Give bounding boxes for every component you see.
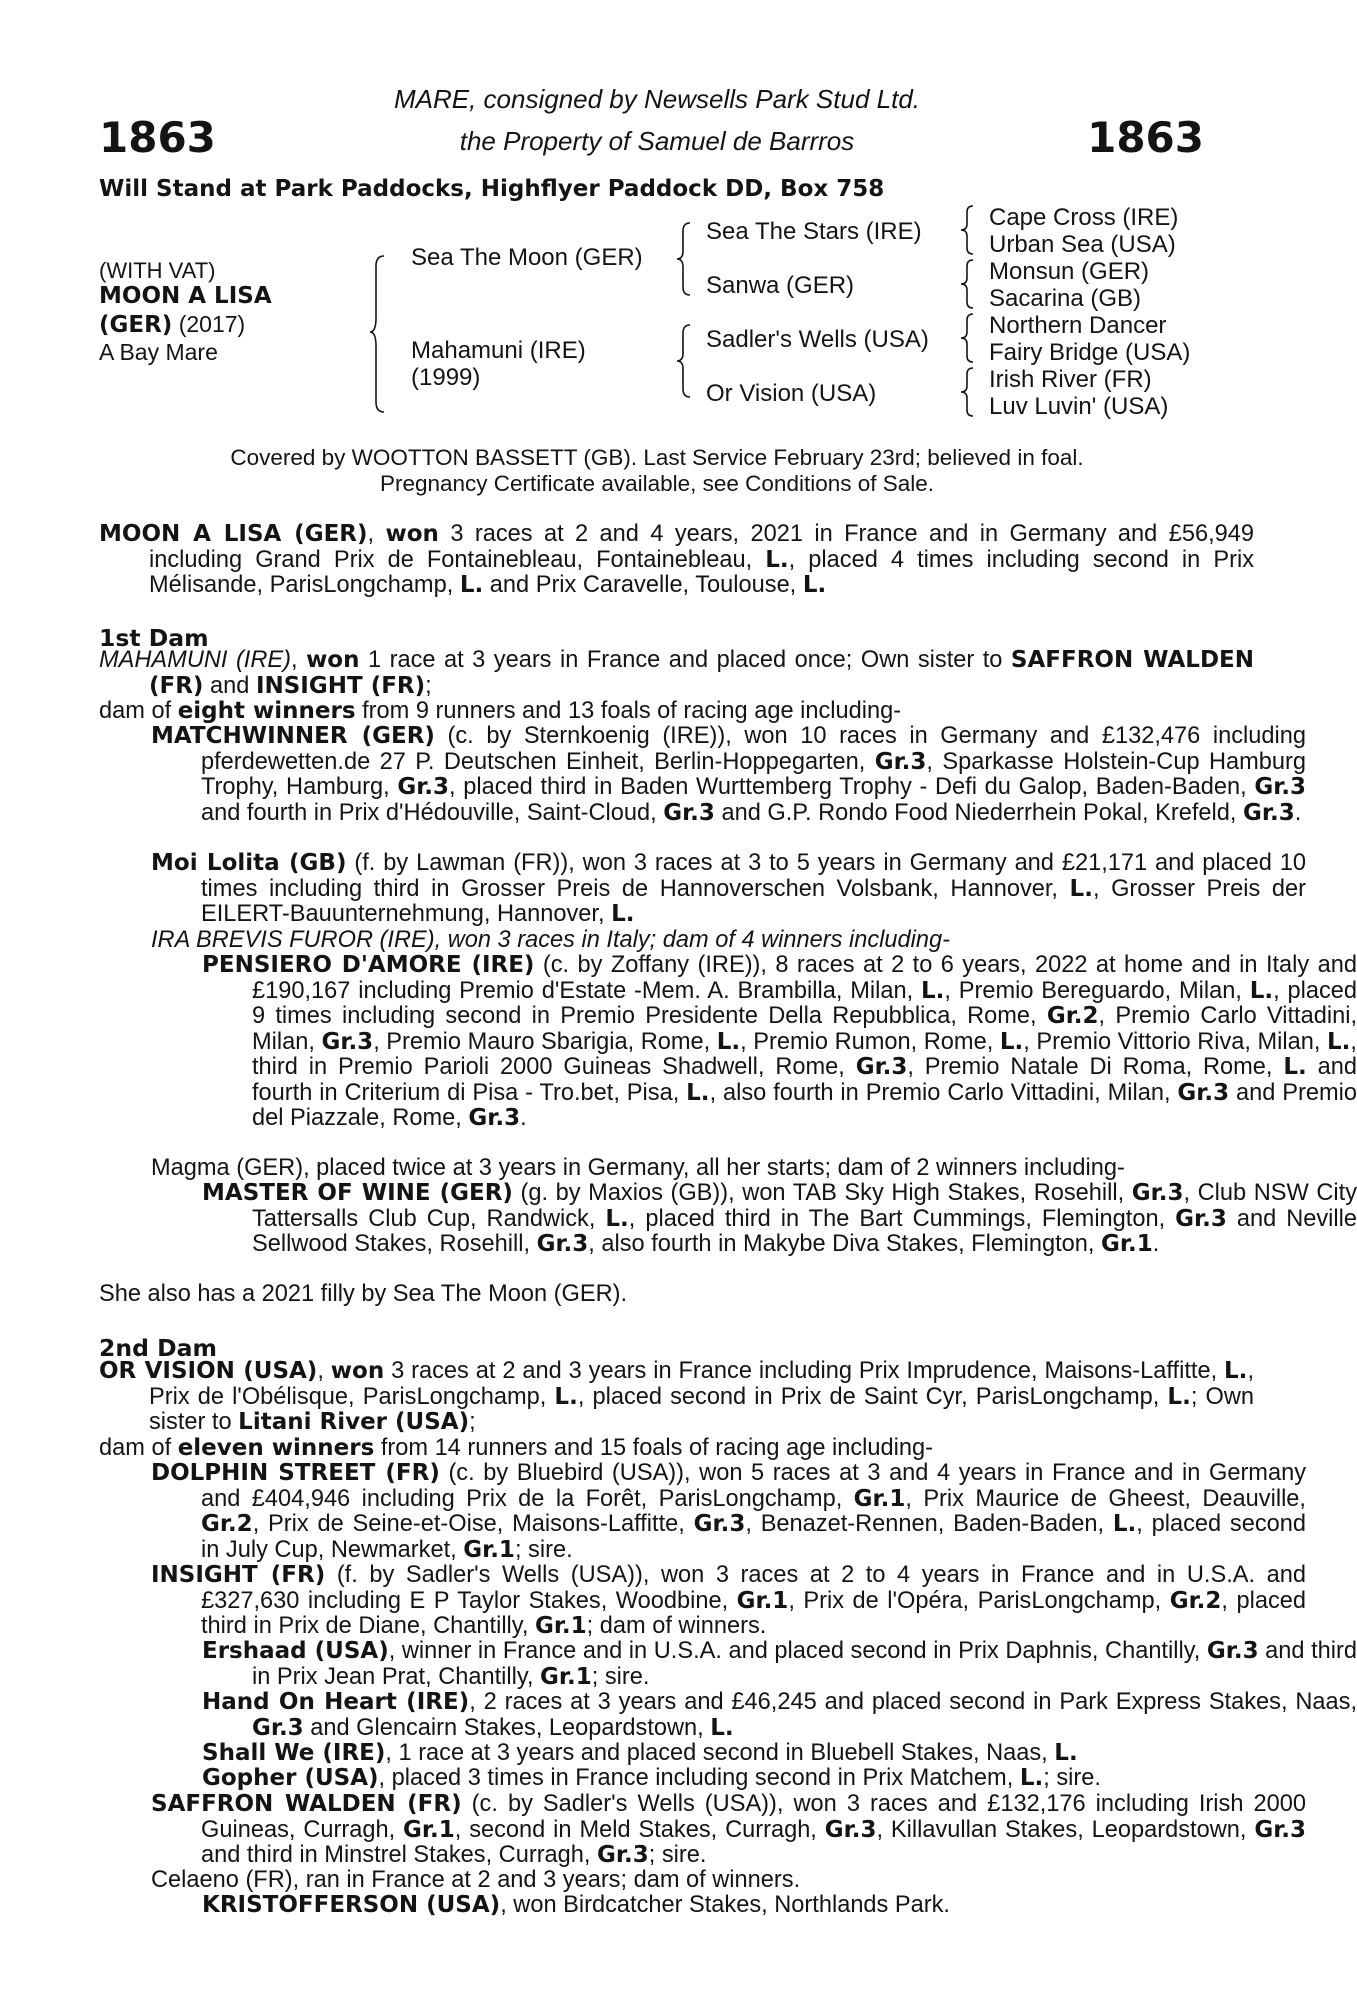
consignor-line-1: MARE, consigned by Newsells Park Stud Ltd. [393,84,921,114]
pedigree-g2: Urban Sea (USA) [989,231,1176,258]
bold-text-run: L. [459,572,484,598]
second-dam-produce-summary [99,1436,1204,1462]
bold-text-run: Gr.1 [1101,1231,1153,1257]
text-run: ; Own sister to [149,1383,1254,1435]
pedigree-brace-g4 [960,366,976,418]
progeny-ershaad [99,1639,1357,1690]
text-run: , Prix de l'Obélisque, ParisLongchamp, [149,1358,1254,1410]
text-run: and third in Prix Jean Prat, Chantilly, [252,1638,1357,1690]
text-run: and Prix Caravelle, Toulouse, [483,572,803,598]
text-run: and [203,672,256,699]
horse-year: (2017) [172,311,246,337]
text-run: , placed 9 times including second in Premio Presidente Della Repubblica, Rome, [252,977,1357,1029]
horse-country: (GER) [99,312,173,338]
progeny-hand-on-heart [99,1690,1357,1741]
text-run: , Killavullan Stakes, Leopardstown, [876,1816,1255,1843]
bold-text-run: Shall We (IRE) [202,1740,386,1766]
pedigree-brace-dam-line [676,323,694,401]
bold-text-run: Gr.3 [1131,1180,1184,1206]
bold-text-run: Gr.3 [1175,1205,1227,1232]
pedigree-g3: Monsun (GER) [989,258,1150,285]
text-run: , winner in France and in U.S.A. and placed second in Prix Daphnis, Chantilly, [388,1638,1207,1664]
bold-text-run: won [330,1358,385,1384]
bold-text-run: L. [765,546,789,573]
text-run: , second in Meld Stakes, Curragh, [454,1816,825,1843]
bold-text-run: Gr.2 [1169,1587,1222,1614]
progeny-celaeno: Celaeno (FR), ran in France at 2 and 3 years; dam of winners. [151,1867,801,1893]
pedigree-g1: Cape Cross (IRE) [989,204,1179,231]
text-run: from 9 runners and 13 foals of racing age including- [355,698,902,724]
pedigree-sire-sire: Sea The Stars (IRE) [706,218,922,245]
bold-text-run: Gr.1 [736,1587,789,1614]
italic-text-run: IRA BREVIS FUROR (IRE) [151,927,435,953]
text-run: and third in Minstrel Stakes, Curragh, [201,1842,598,1868]
text-run: ; sire. [591,1663,650,1690]
italic-text-run: , won 3 races in Italy; dam of 4 winners including- [434,927,950,953]
bold-text-run: L. [999,1028,1024,1055]
pedigree-g4: Sacarina (GB) [989,285,1142,312]
vat-note: (WITH VAT) [99,258,216,283]
first-dam-produce-summary [99,699,1204,725]
horse-record-name: MOON A LISA (GER) [99,521,368,547]
text-run: . [1152,1231,1160,1257]
bold-text-run: KRISTOFFERSON (USA) [202,1892,501,1918]
text-run: 3 races at 2 and 4 years, 2021 in France and in Germany and £56,949 including Grand Prix de Fontainebleau, Fontainebleau, [149,521,1254,573]
text-run: , Prix de Seine-et-Oise, Maisons-Laffitte, [252,1511,694,1537]
bold-text-run: INSIGHT (FR) [255,672,426,699]
text-run: , placed second in July Cup, Newmarket, [201,1511,1306,1563]
text-run: , placed 4 times including second in Prix Mélisande, ParisLongchamp, [149,546,1254,598]
text-run: dam of [99,1435,178,1461]
text-run: , [291,647,307,673]
bold-text-run: Gr.3 [1243,799,1295,826]
bold-text-run: L. [1327,1028,1351,1055]
first-dam-name: MAHAMUNI (IRE) [99,647,291,673]
progeny-pensiero-damore [99,953,1357,1132]
bold-text-run: Moi Lolita (GB) [151,850,347,876]
text-run: , won Birdcatcher Stakes, Northlands Park. [500,1892,950,1918]
text-run: and Premio del Piazzale, Rome, [252,1079,1357,1131]
bold-text-run: won [306,647,360,673]
bold-text-run: L. [1069,875,1093,902]
horse-country-year [99,311,245,338]
text-run: and fourth in Prix d'Hédouville, Saint-Cloud, [201,799,664,826]
pedigree-dam-sire: Sadler's Wells (USA) [706,326,929,353]
pedigree-sire: Sea The Moon (GER) [411,244,643,271]
bold-text-run: L. [1019,1765,1044,1791]
text-run: dam of [99,698,178,724]
bold-text-run: eleven winners [177,1435,375,1461]
progeny-moi-lolita [99,851,1306,928]
bold-text-run: Ershaad (USA) [202,1638,389,1664]
text-run: (f. by Lawman (FR)), won 3 races at 3 to 5 years in Germany and £21,171 and placed 10 times including third in Grosser Preis de Hannoverschen Volsbank, Hannover, [201,850,1306,902]
text-run: , also fourth in Makybe Diva Stakes, Flemington, [588,1231,1102,1257]
progeny-shall-we [99,1741,1357,1767]
bold-text-run: MASTER OF WINE (GER) [202,1180,513,1206]
bold-text-run: L. [1249,977,1274,1004]
bold-text-run: Gr.3 [397,774,450,800]
bold-text-run: Gr.3 [536,1231,589,1257]
text-run: and Neville Sellwood Stakes, Rosehill, [252,1205,1357,1257]
bold-text-run: SAFFRON WALDEN (FR) [151,1791,462,1817]
bold-text-run: L. [1283,1054,1307,1080]
text-run: , also fourth in Premio Carlo Vittadini, Milan, [709,1079,1178,1106]
text-run: , Premio Rumon, Rome, [740,1028,1000,1055]
pedigree-g8: Luv Luvin' (USA) [989,393,1169,420]
text-run: and Glencairn Stakes, Leopardstown, [303,1714,711,1741]
first-dam-filly-note: She also has a 2021 filly by Sea The Moon (GER). [99,1281,628,1307]
text-run: , placed second in Prix de Saint Cyr, ParisLongchamp, [577,1383,1168,1410]
text-run: , [367,521,386,547]
bold-text-run: Gr.3 [874,748,927,775]
bold-text-run: eight winners [177,698,356,724]
text-run: , third in Premio Parioli 2000 Guineas Shadwell, Rome, [252,1028,1357,1080]
second-dam-record [99,1359,1254,1436]
bold-text-run: Gr.3 [693,1511,746,1537]
text-run: and G.P. Rondo Food Niederrhein Pokal, Krefeld, [714,799,1244,826]
covered-line-2: Pregnancy Certificate available, see Conditions of Sale. [379,471,935,496]
bold-text-run: INSIGHT (FR) [151,1562,326,1588]
stand-location: Will Stand at Park Paddocks, Highflyer Paddock DD, Box 758 [99,176,885,202]
progeny-matchwinner [99,724,1306,826]
consignor-line-2: the Property of Samuel de Barrros [459,126,855,156]
text-run: (f. by Sadler's Wells (USA)), won 3 races at 2 to 4 years in France and in U.S.A. and £327,630 including E P Taylor Stakes, Woodbine, [201,1562,1306,1614]
pedigree-dam-dam: Or Vision (USA) [706,380,877,407]
bold-text-run: Gr.1 [853,1485,906,1512]
bold-text-run: MATCHWINNER (GER) [151,723,435,749]
bold-text-run: Litani River (USA) [238,1409,470,1435]
text-run: . [1294,799,1302,826]
text-run: , Premio Natale Di Roma, Rome, [907,1054,1284,1080]
text-run: , placed third in Prix de Diane, Chantilly, [201,1587,1306,1639]
text-run: ; [469,1409,476,1435]
horse-name: MOON A LISA [99,283,272,309]
bold-text-run: L. [920,977,945,1004]
text-run: , Benazet-Rennen, Baden-Baden, [745,1511,1113,1537]
pedigree-brace-g1 [960,204,976,256]
bold-text-run: L. [1167,1383,1191,1410]
bold-text-run: Gr.1 [403,1816,455,1843]
text-run: , Prix de l'Opéra, ParisLongchamp, [788,1587,1170,1614]
bold-text-run: Gr.3 [1206,1638,1259,1664]
text-run: and fourth in Criterium di Pisa - Tro.bet, Pisa, [252,1054,1357,1106]
text-run: , placed third in Baden Wurttemberg Trophy - Defi du Galop, Baden-Baden, [449,774,1255,800]
bold-text-run: Gr.3 [252,1714,304,1741]
first-dam-record [99,648,1254,699]
text-run: (g. by Maxios (GB)), won TAB Sky High Stakes, Rosehill, [512,1180,1132,1206]
pedigree-brace-sire-line [676,221,694,299]
text-run: ; dam of winners. [586,1613,767,1639]
text-run: , Premio Vittorio Riva, Milan, [1023,1028,1328,1055]
bold-text-run: Gr.1 [463,1536,515,1563]
text-run: ; [425,672,432,699]
text-run: from 14 runners and 15 foals of racing age including- [374,1435,933,1461]
bold-text-run: PENSIERO D'AMORE (IRE) [202,952,535,978]
text-run: , Sparkasse Holstein-Cup Hamburg Trophy, Hamburg, [201,748,1307,800]
progeny-saffron-walden [99,1792,1306,1869]
text-run: (c. by Zoffany (IRE)), 8 races at 2 to 6 years, 2022 at home and in Italy and £190,167 including Premio d'Estate -Mem. A. Brambilla, Milan, [252,952,1357,1004]
bold-text-run: SAFFRON WALDEN (FR) [149,647,1254,699]
pedigree-sire-dam: Sanwa (GER) [706,272,855,299]
horse-record [99,522,1254,599]
bold-text-run: OR VISION (USA) [99,1358,318,1384]
bold-text-run: Gr.1 [534,1613,587,1639]
bold-text-run: Gr.3 [1254,1816,1307,1843]
text-run: , Premio Carlo Vittadini, Milan, [252,1003,1357,1055]
bold-text-run: Gopher (USA) [202,1765,379,1791]
bold-text-run: L. [554,1383,578,1410]
pedigree-dam: Mahamuni (IRE) [411,337,586,364]
text-run: , [317,1358,331,1384]
text-run: (c. by Sternkoenig (IRE)), won 10 races in Germany and £132,476 including pferdewetten.de 27 P. Deutschen Einheit, Berlin-Hoppegarten, [201,723,1306,775]
text-run: , placed 3 times in France including second in Prix Matchem, [378,1765,1020,1791]
pedigree-brace-g2 [960,258,976,310]
progeny-magma: Magma (GER), placed twice at 3 years in Germany, all her starts; dam of 2 winners including- [151,1155,1125,1181]
pedigree-g5: Northern Dancer [989,312,1167,339]
bold-text-run: Gr.3 [597,1842,649,1868]
lot-number-right: 1863 [1087,113,1204,162]
lot-number-left: 1863 [99,113,216,162]
text-run: , 2 races at 3 years and £46,245 and placed second in Park Express Stakes, Naas, [469,1689,1357,1715]
section-1st-dam: 1st Dam [99,624,209,652]
text-run: ; sire. [514,1536,573,1563]
progeny-insight [99,1563,1306,1640]
bold-text-run: Gr.3 [663,799,715,826]
bold-text-run: Gr.3 [1177,1079,1230,1106]
progeny-dolphin-street [99,1461,1306,1563]
won-label: won [385,521,439,547]
bold-text-run: L. [716,1028,741,1055]
text-run: (c. by Sadler's Wells (USA)), won 3 races and £132,176 including Irish 2000 Guineas, Curragh, [201,1791,1306,1843]
bold-text-run: L. [1224,1358,1248,1384]
text-run: ; sire. [1043,1765,1101,1791]
text-run: . [520,1105,527,1131]
bold-text-run: L. [605,1205,629,1232]
bold-text-run: L. [611,901,635,927]
bold-text-run: Gr.3 [824,1816,877,1843]
text-run: 1 race at 3 years in France and placed once; Own sister to [359,647,1011,673]
text-run: , Premio Mauro Sbarigia, Rome, [373,1028,717,1055]
bold-text-run: Gr.2 [201,1511,253,1537]
pedigree-g7: Irish River (FR) [989,366,1152,393]
text-run: , 1 race at 3 years and placed second in Bluebell Stakes, Naas, [385,1740,1055,1766]
bold-text-run: Gr.3 [321,1028,374,1055]
text-run: (c. by Bluebird (USA)), won 5 races at 3 and 4 years in France and in Germany and £404,946 including Prix de la Forêt, ParisLongchamp, [201,1460,1306,1512]
text-run: , Prix Maurice de Gheest, Deauville, [905,1485,1306,1512]
bold-text-run: L. [1112,1511,1137,1537]
bold-text-run: Gr.1 [540,1663,592,1690]
bold-text-run: Hand On Heart (IRE) [202,1689,470,1715]
text-run: , Club NSW City Tattersalls Club Cup, Randwick, [252,1180,1357,1232]
pedigree-brace-g3 [960,312,976,364]
pedigree-g6: Fairy Bridge (USA) [989,339,1191,366]
bold-text-run: DOLPHIN STREET (FR) [151,1460,440,1486]
text-run: , Grosser Preis der EILERT-Bauunternehmung, Hannover, [201,875,1306,927]
progeny-kristofferson [99,1893,1357,1919]
progeny-master-of-wine [99,1181,1357,1258]
progeny-gopher [99,1766,1357,1792]
text-run: ; sire. [648,1842,707,1868]
bold-text-run: L. [1054,1740,1078,1766]
pedigree-brace-sire-dam [370,254,390,414]
bold-text-run: Gr.3 [855,1054,908,1080]
bold-text-run: Gr.3 [468,1105,521,1131]
horse-description: A Bay Mare [99,339,218,365]
bold-text-run: L. [686,1079,710,1106]
covered-line-1: Covered by WOOTTON BASSETT (GB). Last Service February 23rd; believed in foal. [230,445,1084,470]
bold-text-run: Gr.3 [1254,774,1306,800]
bold-text-run: L. [802,572,827,598]
text-run: 3 races at 2 and 3 years in France including Prix Imprudence, Maisons-Laffitte, [384,1358,1225,1384]
pedigree-dam-year: (1999) [411,364,481,391]
text-run: , placed third in The Bart Cummings, Flemington, [628,1205,1176,1232]
bold-text-run: Gr.2 [1046,1003,1099,1029]
bold-text-run: L. [710,1714,734,1741]
section-2nd-dam: 2nd Dam [99,1334,217,1362]
text-run: , Premio Bereguardo, Milan, [944,977,1250,1004]
progeny-ira-brevis-furor [99,928,1306,954]
